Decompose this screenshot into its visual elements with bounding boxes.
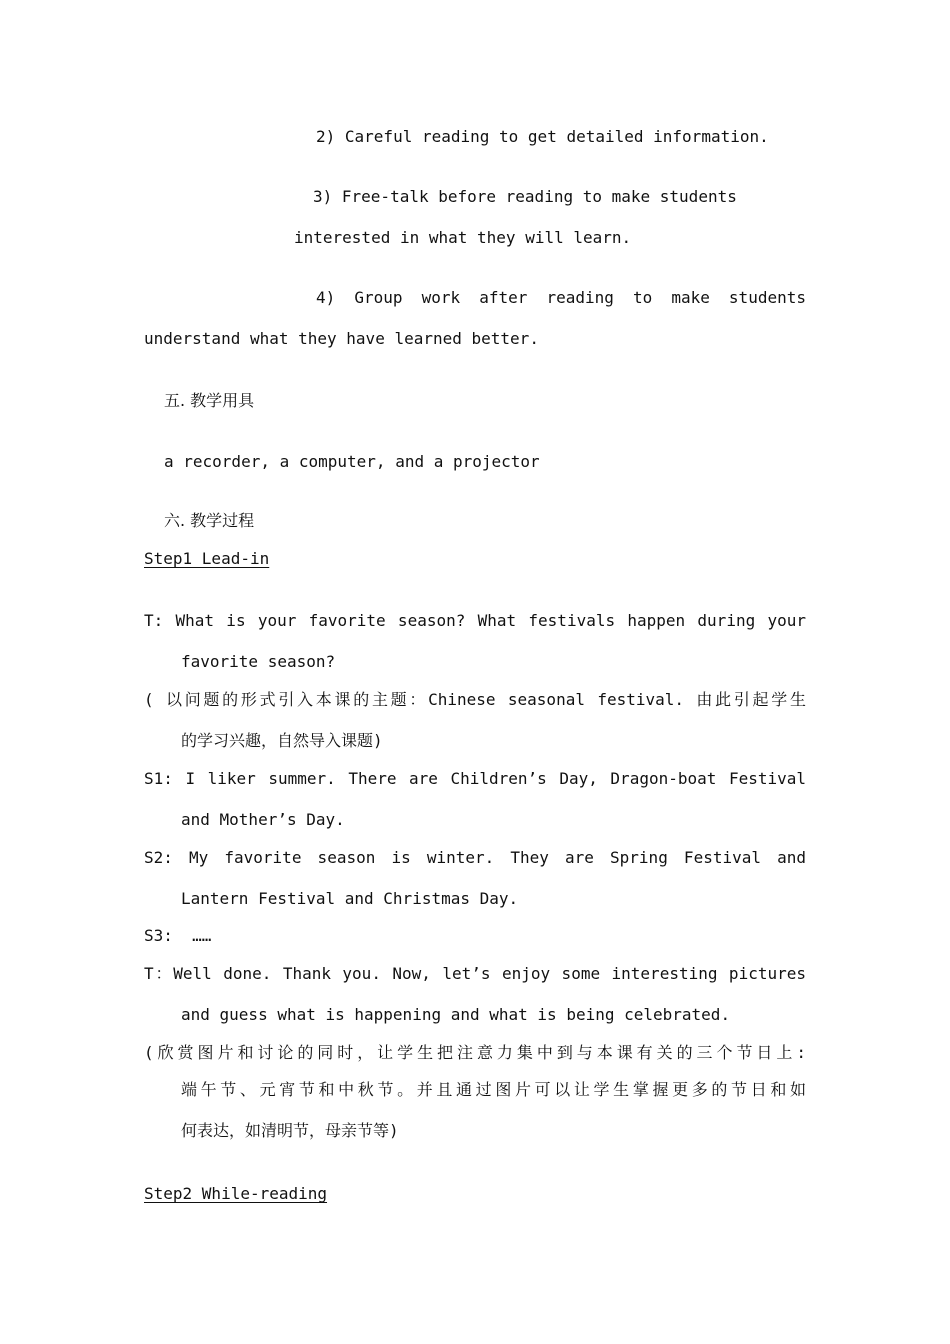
objective-item-4-word: students — [728, 288, 806, 307]
note-2-line-3: 何表达，如清明节，母亲节等) — [181, 1121, 399, 1140]
objective-item-4-line-1 — [316, 288, 806, 308]
student-1-line-2: and Mother’s Day. — [181, 810, 345, 829]
student-1-line-1: S1: I liker summer. There are Children’s Day, Dragon-boat Festival — [144, 769, 806, 788]
student-3-line: S3: …… — [144, 926, 212, 945]
student-2-line-1: S2: My favorite season is winter. They are Spring Festival and — [144, 848, 806, 867]
objective-item-4-word: reading — [546, 288, 614, 307]
student-2-line-2: Lantern Festival and Christmas Day. — [181, 889, 519, 908]
section-5-content: a recorder, a computer, and a projector — [164, 452, 540, 471]
section-6-heading: 六. 教学过程 — [164, 511, 255, 530]
teacher-response-line-1: T：Well done. Thank you. Now, let’s enjoy some interesting pictures — [144, 964, 806, 983]
objective-item-4-word: make — [671, 288, 710, 307]
objective-item-3-line-2: interested in what they will learn. — [294, 228, 632, 247]
objective-item-4-word: work — [421, 288, 461, 307]
objective-item-2: 2) Careful reading to get detailed information. — [316, 127, 769, 146]
teacher-question-line-1: T: What is your favorite season? What festivals happen during your — [144, 611, 806, 630]
teacher-question-line-2: favorite season? — [181, 652, 336, 671]
step1-title: Step1 Lead-in — [144, 549, 270, 568]
objective-item-4-word: to — [632, 288, 653, 307]
note-2-line-2: 端午节、元宵节和中秋节。并且通过图片可以让学生掌握更多的节日和如 — [181, 1080, 806, 1099]
section-5-heading: 五. 教学用具 — [164, 391, 255, 410]
note-1-line-1: ( 以问题的形式引入本课的主题：Chinese seasonal festival. 由此引起学生 — [144, 690, 806, 709]
teacher-response-line-2: and guess what is happening and what is being celebrated. — [181, 1005, 731, 1024]
step2-title: Step2 While-reading — [144, 1184, 328, 1203]
objective-item-4-word: 4) — [316, 288, 336, 307]
note-1-line-2: 的学习兴趣，自然导入课题) — [181, 731, 383, 750]
objective-item-3-line-1: 3) Free-talk before reading to make students — [313, 187, 737, 206]
note-2-line-1: (欣赏图片和讨论的同时，让学生把注意力集中到与本课有关的三个节日上: — [144, 1043, 806, 1062]
objective-item-4-word: after — [479, 288, 528, 307]
objective-item-4-line-2: understand what they have learned better. — [144, 329, 539, 348]
objective-item-4-word: Group — [354, 288, 403, 307]
